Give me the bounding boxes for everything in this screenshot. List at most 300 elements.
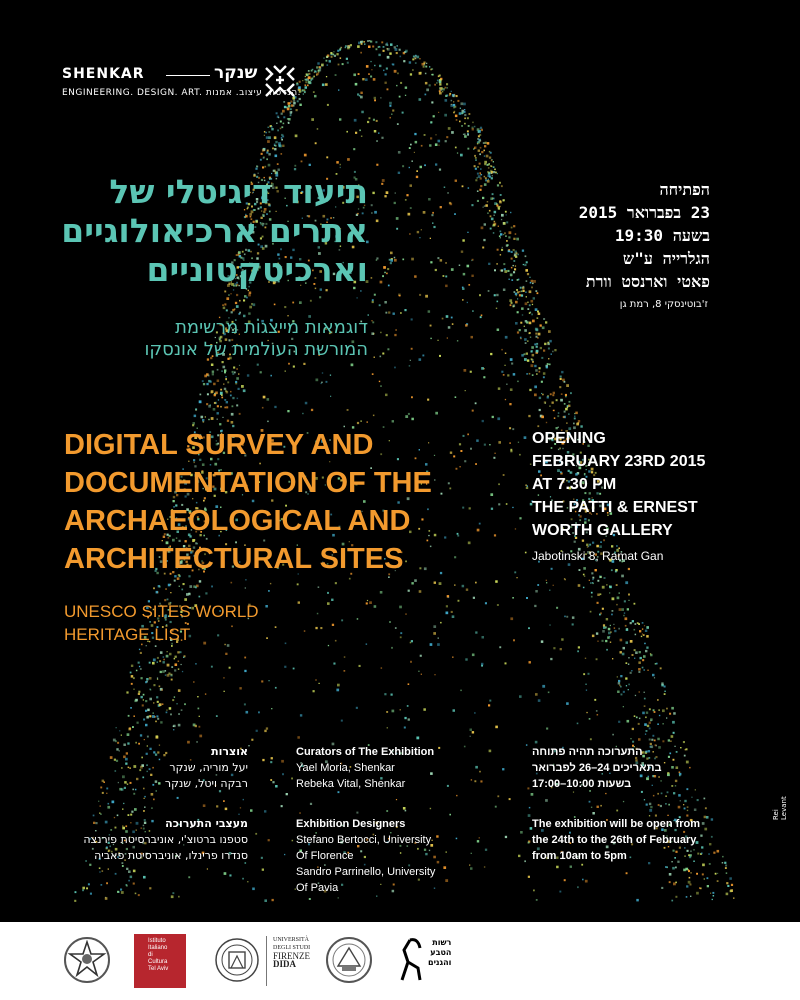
point-cloud-dot: [423, 708, 426, 711]
point-cloud-dot: [368, 73, 370, 75]
point-cloud-dot: [376, 120, 378, 122]
point-cloud-dot: [349, 578, 351, 580]
point-cloud-dot: [370, 61, 371, 62]
point-cloud-dot: [440, 622, 442, 624]
point-cloud-dot: [527, 340, 528, 341]
point-cloud-dot: [619, 608, 622, 611]
point-cloud-dot: [376, 259, 378, 261]
point-cloud-dot: [472, 410, 474, 412]
point-cloud-dot: [478, 131, 480, 133]
point-cloud-dot: [650, 720, 651, 721]
point-cloud-dot: [379, 304, 381, 306]
point-cloud-dot: [278, 117, 279, 118]
point-cloud-dot: [284, 106, 286, 108]
point-cloud-dot: [484, 145, 486, 147]
point-cloud-dot: [485, 142, 487, 144]
point-cloud-dot: [495, 726, 498, 729]
point-cloud-dot: [617, 597, 620, 600]
point-cloud-dot: [313, 91, 315, 93]
point-cloud-dot: [303, 93, 304, 94]
point-cloud-dot: [717, 873, 718, 874]
point-cloud-dot: [514, 571, 516, 573]
point-cloud-dot: [543, 372, 546, 375]
point-cloud-dot: [470, 736, 471, 737]
point-cloud-dot: [421, 145, 423, 147]
point-cloud-dot: [99, 812, 101, 814]
point-cloud-dot: [450, 104, 453, 107]
point-cloud-dot: [592, 812, 595, 815]
point-cloud-dot: [529, 373, 531, 375]
point-cloud-dot: [404, 717, 406, 719]
point-cloud-dot: [546, 366, 548, 368]
point-cloud-dot: [287, 108, 290, 111]
point-cloud-dot: [635, 634, 637, 636]
point-cloud-dot: [177, 651, 179, 653]
point-cloud-dot: [464, 109, 465, 110]
point-cloud-dot: [100, 805, 101, 806]
point-cloud-dot: [336, 689, 339, 692]
point-cloud-dot: [425, 66, 427, 68]
point-cloud-dot: [271, 126, 273, 128]
english-title: [64, 426, 504, 578]
point-cloud-dot: [347, 62, 349, 64]
point-cloud-dot: [205, 416, 206, 417]
point-cloud-dot: [554, 417, 556, 419]
point-cloud-dot: [376, 48, 378, 50]
point-cloud-dot: [322, 372, 323, 373]
point-cloud-dot: [255, 833, 257, 835]
point-cloud-dot: [534, 343, 536, 345]
point-cloud-dot: [419, 98, 422, 101]
point-cloud-dot: [394, 334, 396, 336]
point-cloud-dot: [524, 329, 527, 332]
point-cloud-dot: [379, 46, 380, 47]
point-cloud-dot: [451, 131, 454, 134]
point-cloud-dot: [397, 73, 399, 75]
point-cloud-dot: [613, 624, 614, 625]
point-cloud-dot: [424, 134, 426, 136]
point-cloud-dot: [549, 590, 550, 591]
point-cloud-dot: [526, 321, 528, 323]
point-cloud-dot: [335, 74, 337, 76]
point-cloud-dot: [386, 810, 388, 812]
point-cloud-dot: [266, 727, 268, 729]
point-cloud-dot: [398, 151, 401, 154]
point-cloud-dot: [304, 89, 306, 91]
point-cloud-dot: [617, 676, 618, 677]
point-cloud-dot: [460, 108, 461, 109]
point-cloud-dot: [669, 881, 671, 883]
point-cloud-dot: [207, 868, 208, 869]
point-cloud-dot: [539, 397, 541, 399]
point-cloud-dot: [410, 144, 412, 146]
point-cloud-dot: [411, 348, 413, 350]
point-cloud-dot: [605, 640, 607, 642]
point-cloud-dot: [707, 885, 709, 887]
point-cloud-dot: [178, 668, 180, 670]
point-cloud-dot: [128, 728, 131, 731]
point-cloud-dot: [382, 275, 384, 277]
point-cloud-dot: [662, 723, 664, 725]
point-cloud-dot: [380, 332, 382, 334]
point-cloud-dot: [483, 142, 485, 144]
point-cloud-dot: [199, 400, 202, 403]
point-cloud-dot: [196, 741, 197, 742]
point-cloud-dot: [390, 252, 393, 255]
point-cloud-dot: [180, 651, 182, 653]
point-cloud-dot: [409, 61, 411, 63]
point-cloud-dot: [628, 689, 629, 690]
point-cloud-dot: [106, 882, 108, 884]
english-designer-name: Of Pavia: [296, 882, 339, 894]
point-cloud-dot: [193, 681, 195, 683]
point-cloud-dot: [406, 194, 408, 196]
point-cloud-dot: [276, 112, 278, 114]
point-cloud-dot: [173, 729, 174, 730]
point-cloud-dot: [443, 275, 445, 277]
point-cloud-dot: [420, 655, 422, 657]
point-cloud-dot: [538, 333, 541, 336]
point-cloud-dot: [635, 623, 637, 625]
point-cloud-dot: [606, 584, 608, 586]
point-cloud-dot: [212, 371, 214, 373]
point-cloud-dot: [379, 381, 380, 382]
point-cloud-dot: [532, 374, 534, 376]
point-cloud-dot: [225, 390, 227, 392]
english-designers: [296, 816, 516, 896]
point-cloud-dot: [426, 63, 427, 64]
point-cloud-dot: [616, 545, 617, 546]
point-cloud-dot: [350, 44, 352, 46]
point-cloud-dot: [376, 140, 378, 142]
point-cloud-dot: [649, 728, 651, 730]
point-cloud-dot: [383, 266, 386, 269]
point-cloud-dot: [293, 668, 295, 670]
point-cloud-dot: [123, 803, 124, 804]
point-cloud-dot: [469, 113, 471, 115]
point-cloud-dot: [121, 735, 122, 736]
point-cloud-dot: [526, 597, 528, 599]
point-cloud-dot: [665, 866, 667, 868]
point-cloud-dot: [144, 806, 146, 808]
point-cloud-dot: [347, 158, 350, 161]
point-cloud-dot: [174, 658, 176, 660]
point-cloud-dot: [270, 375, 272, 377]
point-cloud-dot: [474, 165, 476, 167]
point-cloud-dot: [143, 694, 145, 696]
point-cloud-dot: [221, 394, 223, 396]
point-cloud-dot: [360, 52, 362, 54]
point-cloud-dot: [390, 262, 392, 264]
point-cloud-dot: [535, 328, 538, 331]
point-cloud-dot: [177, 797, 179, 799]
point-cloud-dot: [369, 601, 372, 604]
point-cloud-dot: [567, 405, 569, 407]
point-cloud-dot: [224, 303, 226, 305]
english-opening-line: OPENING: [532, 430, 606, 447]
point-cloud-dot: [597, 580, 599, 582]
point-cloud-dot: [351, 364, 354, 367]
point-cloud-dot: [418, 671, 419, 672]
point-cloud-dot: [310, 300, 312, 302]
point-cloud-dot: [415, 141, 418, 144]
point-cloud-dot: [292, 840, 294, 842]
point-cloud-dot: [578, 420, 580, 422]
point-cloud-dot: [512, 507, 513, 508]
point-cloud-dot: [543, 350, 545, 352]
point-cloud-dot: [253, 303, 256, 306]
point-cloud-dot: [470, 729, 473, 732]
point-cloud-dot: [387, 48, 390, 51]
point-cloud-dot: [283, 116, 285, 118]
point-cloud-dot: [213, 383, 216, 386]
point-cloud-dot: [519, 329, 521, 331]
point-cloud-dot: [515, 322, 518, 325]
point-cloud-dot: [543, 318, 545, 320]
point-cloud-dot: [673, 732, 675, 734]
point-cloud-dot: [268, 590, 270, 592]
point-cloud-dot: [456, 119, 458, 121]
point-cloud-dot: [306, 79, 308, 81]
point-cloud-dot: [497, 173, 498, 174]
point-cloud-dot: [592, 579, 593, 580]
point-cloud-dot: [268, 839, 270, 841]
point-cloud-dot: [244, 670, 246, 672]
point-cloud-dot: [150, 689, 152, 691]
point-cloud-dot: [285, 370, 287, 372]
point-cloud-dot: [199, 716, 200, 717]
point-cloud-dot: [411, 318, 413, 320]
point-cloud-dot: [410, 207, 412, 209]
point-cloud-dot: [399, 96, 401, 98]
point-cloud-dot: [207, 393, 209, 395]
point-cloud-dot: [369, 117, 371, 119]
point-cloud-dot: [488, 704, 490, 706]
point-cloud-dot: [344, 670, 346, 672]
point-cloud-dot: [492, 175, 493, 176]
point-cloud-dot: [345, 45, 347, 47]
point-cloud-dot: [366, 65, 369, 68]
point-cloud-dot: [396, 52, 398, 54]
point-cloud-dot: [274, 145, 275, 146]
point-cloud-dot: [474, 712, 476, 714]
point-cloud-dot: [121, 891, 124, 894]
point-cloud-dot: [381, 183, 383, 185]
point-cloud-dot: [263, 396, 266, 399]
point-cloud-dot: [660, 805, 662, 807]
point-cloud-dot: [295, 135, 298, 138]
point-cloud-dot: [668, 804, 670, 806]
point-cloud-dot: [262, 149, 265, 152]
point-cloud-dot: [433, 625, 436, 628]
point-cloud-dot: [224, 399, 226, 401]
point-cloud-dot: [419, 590, 422, 593]
point-cloud-dot: [687, 810, 688, 811]
point-cloud-dot: [691, 797, 692, 798]
point-cloud-dot: [163, 659, 165, 661]
point-cloud-dot: [366, 643, 368, 645]
point-cloud-dot: [281, 137, 282, 138]
point-cloud-dot: [584, 576, 585, 577]
point-cloud-dot: [166, 712, 168, 714]
point-cloud-dot: [409, 147, 411, 149]
point-cloud-dot: [622, 653, 625, 656]
italian-cultural-institute-logo: [134, 934, 186, 988]
point-cloud-dot: [409, 365, 411, 367]
point-cloud-dot: [393, 313, 395, 315]
point-cloud-dot: [700, 888, 702, 890]
point-cloud-dot: [730, 890, 732, 892]
point-cloud-dot: [165, 674, 167, 676]
point-cloud-dot: [385, 394, 388, 397]
point-cloud-dot: [198, 708, 200, 710]
point-cloud-dot: [238, 388, 240, 390]
point-cloud-dot: [157, 662, 158, 663]
point-cloud-dot: [271, 757, 273, 759]
point-cloud-dot: [415, 62, 417, 64]
point-cloud-dot: [138, 691, 140, 693]
point-cloud-dot: [472, 310, 474, 312]
point-cloud-dot: [535, 333, 537, 335]
point-cloud-dot: [688, 870, 690, 872]
english-curator-name: Rebeka Vital, Shenkar: [296, 778, 406, 790]
point-cloud-dot: [524, 358, 527, 361]
point-cloud-dot: [159, 586, 161, 588]
point-cloud-dot: [400, 56, 402, 58]
point-cloud-dot: [145, 724, 148, 727]
point-cloud-dot: [202, 380, 204, 382]
point-cloud-dot: [146, 716, 149, 719]
point-cloud-dot: [238, 814, 239, 815]
ngo-logo-text: והגנים: [428, 958, 452, 967]
point-cloud-dot: [231, 582, 233, 584]
point-cloud-dot: [224, 371, 226, 373]
hebrew-opening-line: בשעה 19:30: [614, 226, 710, 245]
point-cloud-dot: [524, 338, 527, 341]
ibex-logo-icon: [398, 934, 424, 984]
point-cloud-dot: [316, 379, 319, 382]
point-cloud-dot: [583, 567, 586, 570]
point-cloud-dot: [451, 611, 453, 613]
point-cloud-dot: [267, 398, 270, 401]
point-cloud-dot: [438, 140, 441, 143]
point-cloud-dot: [621, 694, 623, 696]
point-cloud-dot: [480, 168, 481, 169]
point-cloud-dot: [542, 685, 545, 688]
point-cloud-dot: [566, 423, 567, 424]
point-cloud-dot: [384, 272, 386, 274]
point-cloud-dot: [201, 416, 204, 419]
point-cloud-dot: [294, 165, 296, 167]
point-cloud-dot: [282, 145, 284, 147]
point-cloud-dot: [98, 801, 99, 802]
point-cloud-dot: [589, 544, 591, 546]
point-cloud-dot: [326, 156, 328, 158]
point-cloud-dot: [488, 174, 491, 177]
point-cloud-dot: [389, 259, 391, 261]
point-cloud-dot: [225, 376, 226, 377]
point-cloud-dot: [361, 43, 363, 45]
point-cloud-dot: [436, 82, 438, 84]
point-cloud-dot: [729, 877, 732, 880]
point-cloud-dot: [481, 151, 483, 153]
point-cloud-dot: [371, 277, 373, 279]
point-cloud-dot: [405, 87, 407, 89]
point-cloud-dot: [654, 740, 656, 742]
point-cloud-dot: [370, 76, 372, 78]
point-cloud-dot: [560, 376, 562, 378]
point-cloud-dot: [248, 294, 251, 297]
point-cloud-dot: [542, 394, 544, 396]
point-cloud-dot: [317, 62, 319, 64]
point-cloud-dot: [270, 761, 272, 763]
english-opening-line: AT 7.30 PM: [532, 476, 617, 493]
point-cloud-dot: [437, 257, 439, 259]
point-cloud-dot: [394, 257, 396, 259]
point-cloud-dot: [266, 136, 269, 139]
point-cloud-dot: [532, 361, 534, 363]
point-cloud-dot: [170, 674, 172, 676]
point-cloud-dot: [337, 50, 339, 52]
point-cloud-dot: [548, 330, 551, 333]
point-cloud-dot: [430, 808, 431, 809]
point-cloud-dot: [316, 73, 319, 76]
point-cloud-dot: [446, 83, 448, 85]
hebrew-address: ז'בוטינסקי 8, רמת גן: [619, 299, 708, 310]
point-cloud-dot: [634, 603, 636, 605]
point-cloud-dot: [299, 301, 302, 304]
point-cloud-dot: [559, 891, 561, 893]
point-cloud-dot: [143, 876, 146, 879]
point-cloud-dot: [564, 616, 566, 618]
point-cloud-dot: [250, 809, 253, 812]
point-cloud-dot: [217, 405, 219, 407]
point-cloud-dot: [319, 683, 320, 684]
point-cloud-dot: [333, 663, 335, 665]
point-cloud-dot: [496, 294, 498, 296]
point-cloud-dot: [472, 128, 474, 130]
point-cloud-dot: [621, 575, 624, 578]
point-cloud-dot: [538, 699, 541, 702]
point-cloud-dot: [133, 715, 135, 717]
point-cloud-dot: [630, 640, 633, 643]
point-cloud-dot: [372, 321, 374, 323]
point-cloud-dot: [168, 584, 171, 587]
point-cloud-dot: [310, 79, 312, 81]
point-cloud-dot: [138, 894, 140, 896]
point-cloud-dot: [133, 883, 135, 885]
point-cloud-dot: [509, 427, 511, 429]
point-cloud-dot: [616, 584, 618, 586]
point-cloud-dot: [171, 666, 173, 668]
point-cloud-dot: [141, 696, 143, 698]
point-cloud-dot: [116, 727, 117, 728]
point-cloud-dot: [634, 658, 635, 659]
point-cloud-dot: [202, 419, 204, 421]
point-cloud-dot: [475, 402, 477, 404]
point-cloud-dot: [664, 686, 666, 688]
point-cloud-dot: [725, 867, 727, 869]
point-cloud-dot: [428, 310, 431, 313]
point-cloud-dot: [529, 322, 532, 325]
point-cloud-dot: [673, 792, 675, 794]
point-cloud-dot: [376, 164, 378, 166]
point-cloud-dot: [265, 132, 267, 134]
point-cloud-dot: [214, 394, 216, 396]
point-cloud-dot: [495, 806, 497, 808]
point-cloud-dot: [609, 592, 610, 593]
point-cloud-dot: [628, 664, 629, 665]
